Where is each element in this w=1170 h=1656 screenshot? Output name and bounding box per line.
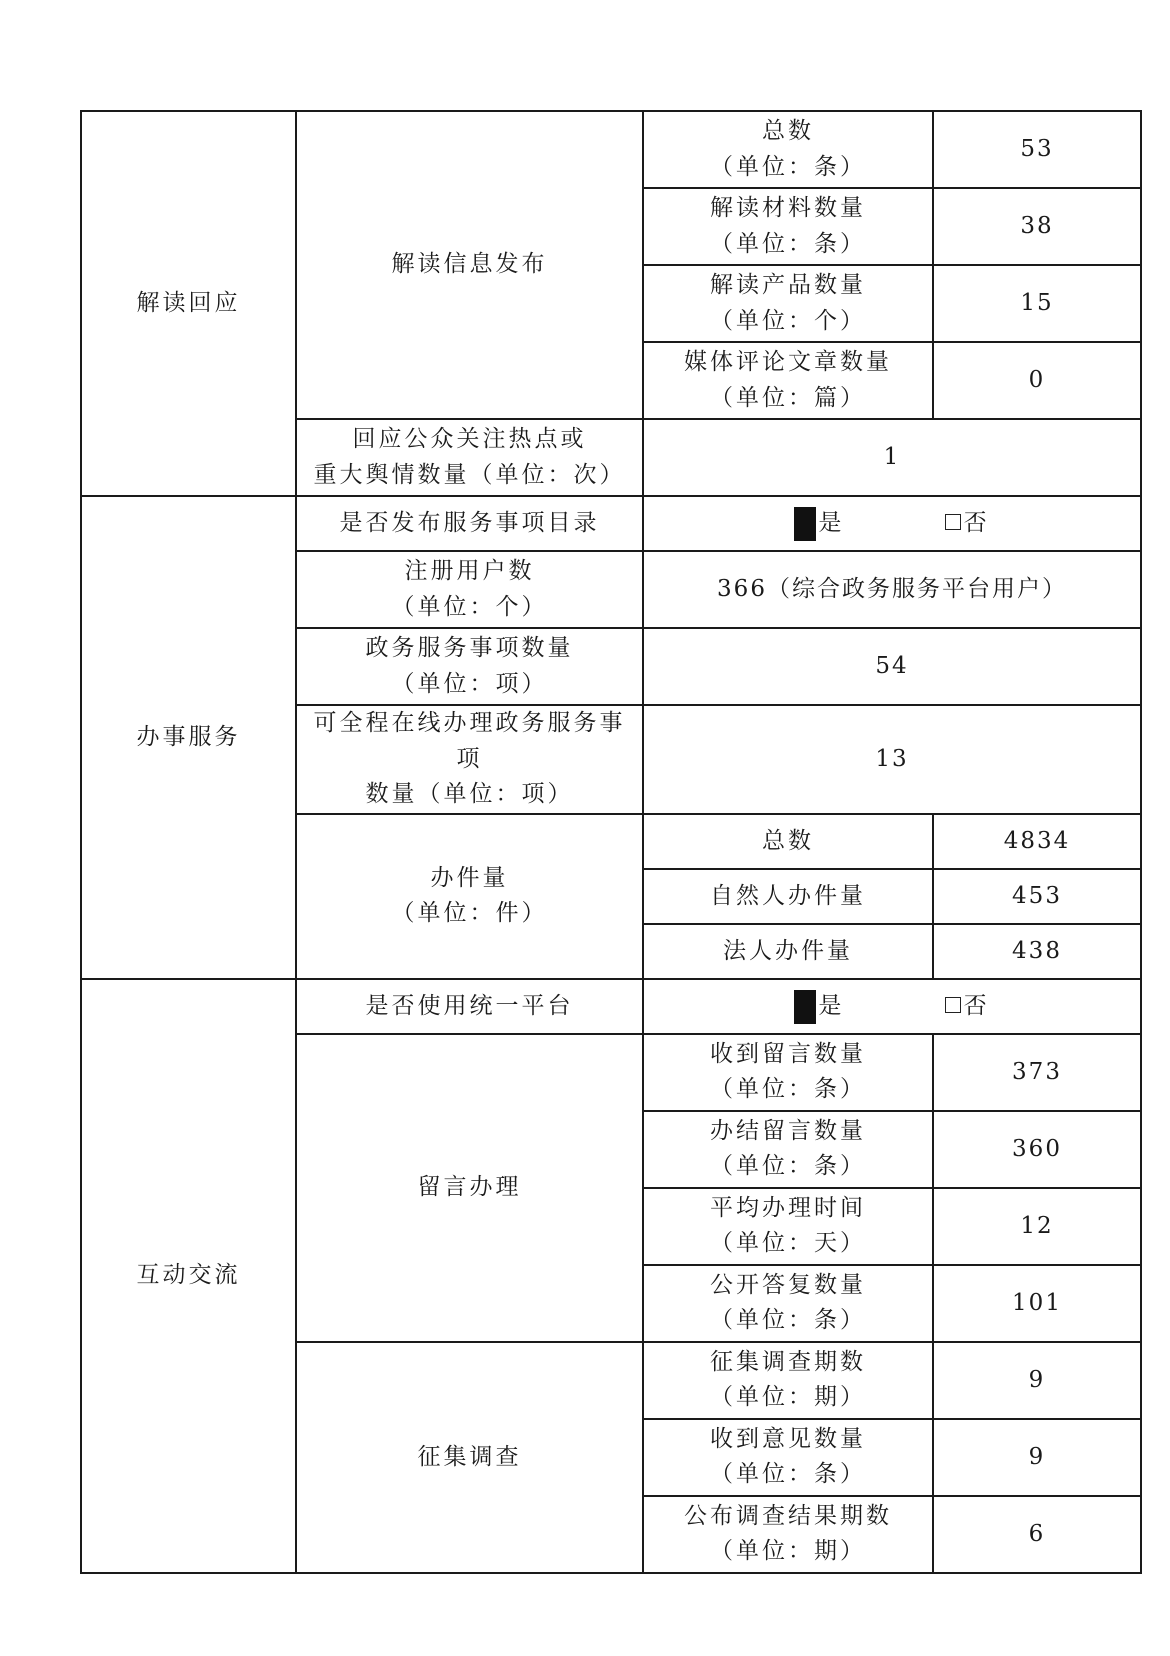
category-cell: 互动交流 xyxy=(81,979,296,1573)
item-cell xyxy=(643,342,933,419)
value-cell: 438 xyxy=(933,924,1141,979)
subcategory-cell: 留言办理 xyxy=(296,1034,643,1342)
yes-option-label: 是 xyxy=(818,992,845,1019)
item-name: 收到留言数量 xyxy=(710,1040,866,1067)
subcategory-cell: 是否发布服务事项目录 xyxy=(296,496,643,551)
item-cell xyxy=(643,1111,933,1188)
item-name: 可全程在线办理政务服务事项 xyxy=(313,710,626,772)
value-cell: 373 xyxy=(933,1034,1141,1111)
item-name: 政务服务事项数量 xyxy=(365,634,574,661)
unchecked-box-icon xyxy=(945,997,961,1013)
item-cell xyxy=(643,1188,933,1265)
item-unit: 重大舆情数量（单位：次） xyxy=(313,461,626,488)
checked-box-icon xyxy=(794,990,816,1024)
value-cell: 453 xyxy=(933,869,1141,924)
subcategory-cell xyxy=(296,551,643,628)
subcategory-cell: 解读信息发布 xyxy=(296,111,643,419)
item-unit: （单位：个） xyxy=(391,593,548,620)
value-cell: 101 xyxy=(933,1265,1141,1342)
item-unit: （单位：条） xyxy=(710,1307,866,1334)
item-cell xyxy=(643,1034,933,1111)
item-unit: （单位：件） xyxy=(391,900,548,927)
item-cell xyxy=(643,1342,933,1419)
value-cell: 9 xyxy=(933,1419,1141,1496)
item-name: 解读材料数量 xyxy=(710,194,866,221)
item-unit: （单位：篇） xyxy=(710,384,866,411)
item-unit: （单位：个） xyxy=(710,307,866,334)
item-name: 平均办理时间 xyxy=(710,1194,866,1221)
item-name: 公布调查结果期数 xyxy=(684,1502,892,1529)
value-cell: 360 xyxy=(933,1111,1141,1188)
category-cell: 办事服务 xyxy=(81,496,296,979)
unchecked-box-icon xyxy=(945,514,961,530)
item-unit: （单位：条） xyxy=(710,1461,866,1488)
value-cell: 53 xyxy=(933,111,1141,188)
item-cell xyxy=(643,188,933,265)
item-cell xyxy=(643,1419,933,1496)
no-option-label: 否 xyxy=(963,509,990,536)
value-cell: 4834 xyxy=(933,814,1141,869)
value-cell: 6 xyxy=(933,1496,1141,1573)
value-cell: 54 xyxy=(643,628,1141,705)
subcategory-cell xyxy=(296,628,643,705)
item-cell: 法人办件量 xyxy=(643,924,933,979)
item-name: 征集调查期数 xyxy=(710,1348,866,1375)
subcategory-cell xyxy=(296,814,643,979)
item-unit: （单位：天） xyxy=(710,1230,866,1257)
statistics-table xyxy=(80,110,1142,1574)
item-name: 媒体评论文章数量 xyxy=(684,348,892,375)
item-cell xyxy=(643,1496,933,1573)
value-cell: 9 xyxy=(933,1342,1141,1419)
item-name: 解读产品数量 xyxy=(710,271,866,298)
item-name: 回应公众关注热点或 xyxy=(352,425,587,452)
item-unit: （单位：项） xyxy=(391,670,548,697)
item-name: 收到意见数量 xyxy=(710,1425,866,1452)
value-cell: 13 xyxy=(643,705,1141,814)
category-cell: 解读回应 xyxy=(81,111,296,496)
subcategory-cell xyxy=(296,705,643,814)
choice-cell xyxy=(643,496,1141,551)
no-option-label: 否 xyxy=(963,992,990,1019)
item-unit: （单位：条） xyxy=(710,1153,866,1180)
value-cell: 366（综合政务服务平台用户） xyxy=(643,551,1141,628)
table-row xyxy=(81,111,1141,188)
checked-box-icon xyxy=(794,507,816,541)
subcategory-cell: 是否使用统一平台 xyxy=(296,979,643,1034)
item-name: 办件量 xyxy=(430,864,509,891)
item-cell: 总数 xyxy=(643,814,933,869)
table-row xyxy=(81,979,1141,1034)
item-name: 办结留言数量 xyxy=(710,1117,866,1144)
item-unit: （单位：条） xyxy=(710,1076,866,1103)
item-unit: （单位：条） xyxy=(710,153,866,180)
item-name: 注册用户数 xyxy=(404,557,535,584)
item-unit: （单位：条） xyxy=(710,230,866,257)
choice-cell xyxy=(643,979,1141,1034)
item-cell xyxy=(643,1265,933,1342)
value-cell: 1 xyxy=(643,419,1141,496)
value-cell: 38 xyxy=(933,188,1141,265)
item-cell xyxy=(643,111,933,188)
yes-option-label: 是 xyxy=(818,509,845,536)
item-name: 公开答复数量 xyxy=(710,1271,866,1298)
value-cell: 0 xyxy=(933,342,1141,419)
subcategory-cell xyxy=(296,419,643,496)
value-cell: 15 xyxy=(933,265,1141,342)
item-cell xyxy=(643,265,933,342)
item-name: 总数 xyxy=(762,117,814,144)
item-unit: 数量（单位：项） xyxy=(365,781,574,808)
table-row xyxy=(81,496,1141,551)
value-cell: 12 xyxy=(933,1188,1141,1265)
item-unit: （单位：期） xyxy=(710,1538,866,1565)
item-cell: 自然人办件量 xyxy=(643,869,933,924)
item-unit: （单位：期） xyxy=(710,1384,866,1411)
subcategory-cell: 征集调查 xyxy=(296,1342,643,1573)
